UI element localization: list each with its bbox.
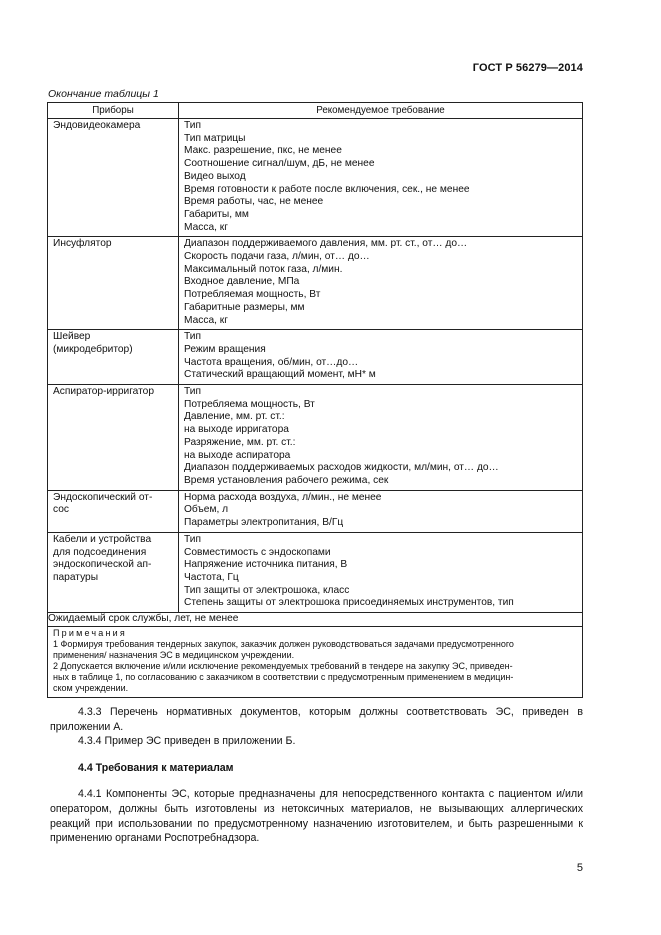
page-number: 5: [576, 862, 583, 874]
requirement-line: Входное давление, МПа: [184, 276, 300, 288]
device-cell: [48, 532, 179, 612]
requirement-line: Частота, Гц: [184, 571, 239, 583]
device-name-line: сос: [53, 504, 69, 516]
requirements-cell: [179, 532, 583, 612]
requirement-line: Диапазон поддерживаемого давления, мм. рт. ст., от… до…: [184, 238, 468, 250]
requirement-line: Потребляема мощность, Вт: [184, 398, 315, 410]
note-line: 1 Формируя требования тендерных закупок, заказчик должен руководствоваться задачами предусмотренного: [53, 638, 514, 649]
device-cell: [48, 330, 179, 385]
device-name-line: (микродебритор): [53, 343, 133, 355]
requirement-line: Тип матрицы: [184, 132, 246, 144]
body-text: [50, 705, 583, 846]
requirement-line: Скорость подачи газа, л/мин, от… до…: [184, 251, 370, 263]
requirement-line: Время готовности к работе после включения, сек., не менее: [184, 183, 470, 195]
table-row: [48, 385, 583, 491]
device-name-line: Эндоскопический от-: [53, 491, 153, 503]
device-name-line: Шейвер: [53, 331, 91, 343]
device-name-line: Эндовидеокамера: [53, 120, 141, 131]
table-row: [48, 119, 583, 237]
requirement-line: Тип: [184, 386, 201, 398]
requirement-line: Напряжение источника питания, В: [184, 559, 348, 571]
note-line: ском учреждении.: [53, 683, 129, 694]
requirements-cell: [179, 385, 583, 491]
note-line: применения/ назначения ЭС в медицинском учреждении.: [53, 649, 295, 660]
notes-heading: Примечания: [53, 627, 127, 638]
requirements-table: [47, 102, 583, 698]
device-name-line: для подсоединения: [53, 546, 147, 558]
requirement-line: Давление, мм. рт. ст.:: [184, 411, 285, 423]
requirements-cell: [179, 490, 583, 532]
device-cell: [48, 237, 179, 330]
requirement-line: Тип: [184, 331, 201, 343]
requirement-line: Параметры электропитания, В/Гц: [184, 517, 344, 529]
table-notes: [48, 626, 583, 698]
table-row: [48, 237, 583, 330]
requirement-line: на выходе ирригатора: [184, 424, 289, 436]
paragraph-4-3-3: 4.3.3 Перечень нормативных документов, которым должны соответствовать ЭС, приведен в приложении А.: [50, 706, 583, 733]
device-name-line: эндоскопической ап-: [53, 559, 152, 571]
device-cell: [48, 119, 179, 237]
requirement-line: Макс. разрешение, пкс, не менее: [184, 145, 342, 157]
requirement-line: Масса, кг: [184, 221, 228, 233]
requirement-line: Время работы, час, не менее: [184, 196, 324, 208]
column-header-devices: Приборы: [48, 103, 179, 119]
note-line: ных в таблице 1, по согласованию с заказчиком в соответствии с предусмотренным применением в медицин-: [53, 672, 514, 683]
requirement-line: Тип: [184, 120, 201, 131]
requirement-line: Габариты, мм: [184, 208, 249, 220]
paragraph-4-4-1: 4.4.1 Компоненты ЭС, которые предназначены для непосредственного контакта с пациентом и/или оператором, должны быть изготовлены из нетоксичных материалов, не вызывающих аллергических реакций при использовании по предусмотренному назначению изготовителем, и быть разрешенными к применению органами Роспотребнадзора.: [50, 788, 583, 845]
device-cell: [48, 385, 179, 491]
device-cell: [48, 490, 179, 532]
requirement-line: Объем, л: [184, 504, 229, 516]
requirement-line: на выходе аспиратора: [184, 449, 291, 461]
service-life-row: [48, 613, 583, 627]
requirement-line: Соотношение сигнал/шум, дБ, не менее: [184, 158, 375, 170]
requirement-line: Габаритные размеры, мм: [184, 301, 305, 313]
requirements-cell: [179, 330, 583, 385]
requirement-line: Режим вращения: [184, 343, 266, 355]
table-row: [48, 330, 583, 385]
requirement-line: Масса, кг: [184, 314, 228, 326]
requirement-line: Максимальный поток газа, л/мин.: [184, 263, 343, 275]
paragraph-4-3-4: 4.3.4 Пример ЭС приведен в приложении Б.: [78, 735, 296, 748]
device-name-line: Инсуфлятор: [53, 238, 112, 250]
requirement-line: Степень защиты от электрошока присоединяемых инструментов, тип: [184, 597, 514, 609]
requirement-line: Совместимость с эндоскопами: [184, 546, 331, 558]
requirement-line: Норма расхода воздуха, л/мин., не менее: [184, 491, 382, 503]
device-name-line: Кабели и устройства: [53, 533, 152, 545]
table-caption: Окончание таблицы 1: [48, 88, 159, 100]
column-header-requirements: Рекомендуемое требование: [179, 103, 583, 119]
requirement-line: Тип: [184, 533, 201, 545]
requirements-cell: [179, 237, 583, 330]
requirements-cell: [179, 119, 583, 237]
document-code: ГОСТ Р 56279—2014: [472, 62, 583, 74]
device-name-line: Аспиратор-ирригатор: [53, 386, 155, 398]
requirement-line: Статический вращающий момент, мН* м: [184, 369, 376, 381]
device-name-line: паратуры: [53, 571, 99, 583]
requirement-line: Разряжение, мм. рт. ст.:: [184, 436, 296, 448]
requirement-line: Время установления рабочего режима, сек: [184, 474, 389, 486]
requirement-line: Тип защиты от электрошока, класс: [184, 584, 350, 596]
requirement-line: Частота вращения, об/мин, от…до…: [184, 356, 359, 368]
note-line: 2 Допускается включение и/или исключение рекомендуемых требований в тендере на закупку ЭС, приведен-: [53, 661, 513, 671]
table-row: [48, 490, 583, 532]
service-life-text: Ожидаемый срок службы, лет, не менее: [48, 613, 239, 625]
requirement-line: Потребляемая мощность, Вт: [184, 289, 321, 301]
section-heading-4-4: 4.4 Требования к материалам: [78, 761, 234, 774]
table-row: [48, 532, 583, 612]
requirement-line: Видео выход: [184, 170, 246, 182]
requirement-line: Диапазон поддерживаемых расходов жидкости, мл/мин, от… до…: [184, 462, 499, 474]
